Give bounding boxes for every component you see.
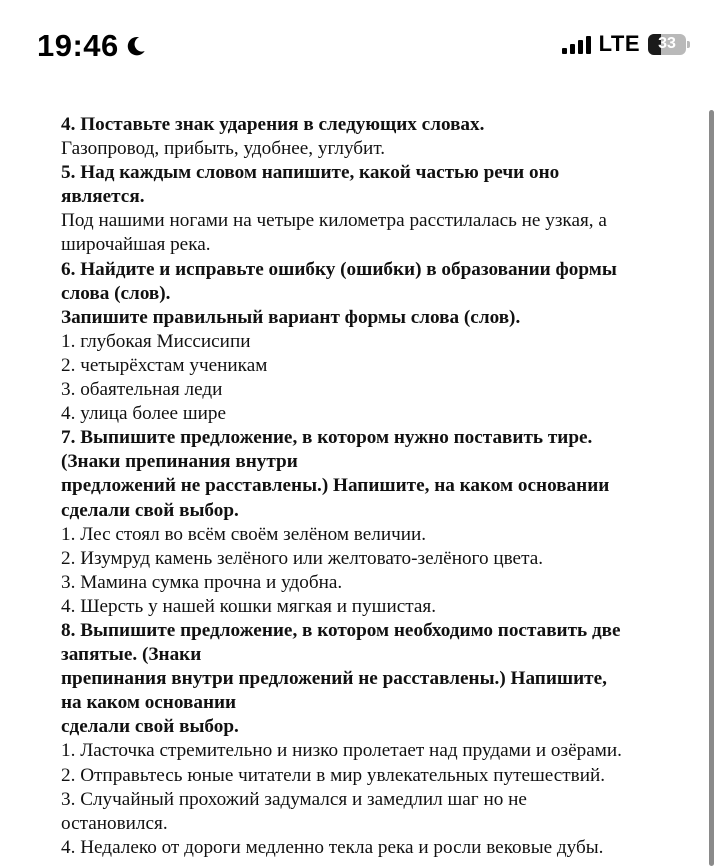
document-line: 4. Шерсть у нашей кошки мягкая и пушистая. bbox=[61, 595, 436, 617]
cellular-signal-icon bbox=[562, 34, 591, 54]
document-line: 2. четырёхстам ученикам bbox=[61, 354, 268, 376]
document-line: слова (слов). bbox=[61, 282, 171, 304]
document-line: 3. Мамина сумка прочна и удобна. bbox=[61, 571, 343, 593]
document-line: 6. Найдите и исправьте ошибку (ошибки) в образовании формы bbox=[61, 258, 617, 280]
document-line: широчайшая река. bbox=[61, 234, 211, 256]
status-right bbox=[562, 31, 690, 57]
document-line: 3. обаятельная леди bbox=[61, 379, 223, 401]
battery-cap bbox=[687, 41, 690, 48]
document-line: препинания внутри предложений не расставлены.) Напишите, bbox=[61, 668, 607, 690]
status-bar bbox=[0, 0, 720, 90]
document-line: 4. улица более шире bbox=[61, 403, 227, 425]
document-line: 8. Выпишите предложение, в котором необходимо поставить две bbox=[61, 619, 621, 641]
scrollbar[interactable] bbox=[709, 110, 714, 866]
document-line: сделали свой выбор. bbox=[61, 716, 239, 738]
network-type: LTE bbox=[598, 31, 640, 56]
document-line: Газопровод, прибыть, удобнее, углубит. bbox=[61, 138, 386, 160]
document-text bbox=[61, 113, 701, 860]
document-line: сделали свой выбор. bbox=[61, 499, 239, 521]
battery-icon bbox=[648, 34, 686, 55]
document-line: 1. Лес стоял во всём своём зелёном величии. bbox=[61, 523, 427, 545]
document-line: 4. Поставьте знак ударения в следующих словах. bbox=[61, 114, 485, 135]
document-line: (Знаки препинания внутри bbox=[61, 451, 298, 473]
document-line: остановился. bbox=[61, 812, 168, 834]
document-line: предложений не расставлены.) Напишите, на каком основании bbox=[61, 475, 610, 497]
moon-icon bbox=[125, 35, 147, 57]
battery-percent: 33 bbox=[658, 35, 676, 52]
document-line: 1. глубокая Миссисипи bbox=[61, 330, 251, 352]
document-line: 1. Ласточка стремительно и низко пролетает над прудами и озёрами. bbox=[61, 740, 622, 762]
document-line: является. bbox=[61, 186, 145, 208]
document-line: Запишите правильный вариант формы слова (слов). bbox=[61, 306, 521, 328]
document-line: 3. Случайный прохожий задумался и замедлил шаг но не bbox=[61, 788, 527, 810]
document-line: 2. Отправьтесь юные читатели в мир увлекательных путешествий. bbox=[61, 764, 606, 786]
document-line: 4. Недалеко от дороги медленно текла река и росли вековые дубы. bbox=[61, 836, 604, 858]
document-line: 5. Над каждым словом напишите, какой частью речи оно bbox=[61, 162, 560, 184]
status-time bbox=[37, 28, 147, 64]
time-text: 19:46 bbox=[37, 28, 119, 63]
document-line: 7. Выпишите предложение, в котором нужно поставить тире. bbox=[61, 427, 593, 449]
document-line: Под нашими ногами на четыре километра расстилалась не узкая, а bbox=[61, 210, 607, 232]
document-line: запятые. (Знаки bbox=[61, 644, 202, 666]
document-line: на каком основании bbox=[61, 692, 237, 714]
document-line: 2. Изумруд камень зелёного или желтовато-зелёного цвета. bbox=[61, 547, 544, 569]
